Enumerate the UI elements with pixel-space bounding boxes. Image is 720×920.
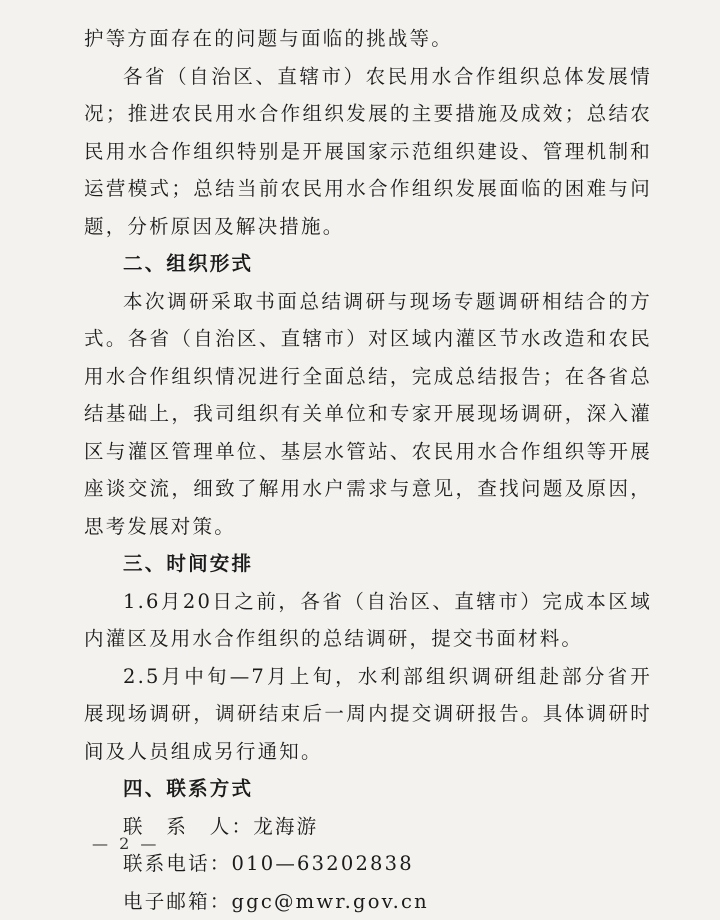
heading-schedule: 三、时间安排	[84, 545, 652, 583]
paragraph-continuation: 护等方面存在的问题与面临的挑战等。	[84, 20, 652, 58]
paragraph-schedule-2: 2.5月中旬—7月上旬，水利部组织调研组赴部分省开展现场调研，调研结束后一周内提交调研报告。具体调研时间及人员组成另行通知。	[84, 658, 652, 771]
paragraph-organization-form: 本次调研采取书面总结调研与现场专题调研相结合的方式。各省（自治区、直辖市）对区域内灌区节水改造和农民用水合作组织情况进行全面总结，完成总结报告；在各省总结基础上，我司组织有关单位和专家开展现场调研，深入灌区与灌区管理单位、基层水管站、农民用水合作组织等开展座谈交流，细致了解用水户需求与意见，查找问题及原因，思考发展对策。	[84, 283, 652, 546]
heading-organization-form: 二、组织形式	[84, 245, 652, 283]
heading-contact: 四、联系方式	[84, 770, 652, 808]
paragraph-overall-development: 各省（自治区、直辖市）农民用水合作组织总体发展情况；推进农民用水合作组织发展的主要措施及成效；总结农民用水合作组织特别是开展国家示范组织建设、管理机制和运营模式；总结当前农民用水合作组织发展面临的困难与问题，分析原因及解决措施。	[84, 58, 652, 246]
contact-phone: 联系电话：010—63202838	[84, 845, 652, 883]
contact-person: 联 系 人：龙海游	[84, 808, 652, 846]
contact-email: 电子邮箱：ggc@mwr.gov.cn	[84, 883, 652, 920]
paragraph-schedule-1: 1.6月20日之前，各省（自治区、直辖市）完成本区域内灌区及用水合作组织的总结调研，提交书面材料。	[84, 583, 652, 658]
page-number: — 2 —	[92, 834, 159, 853]
